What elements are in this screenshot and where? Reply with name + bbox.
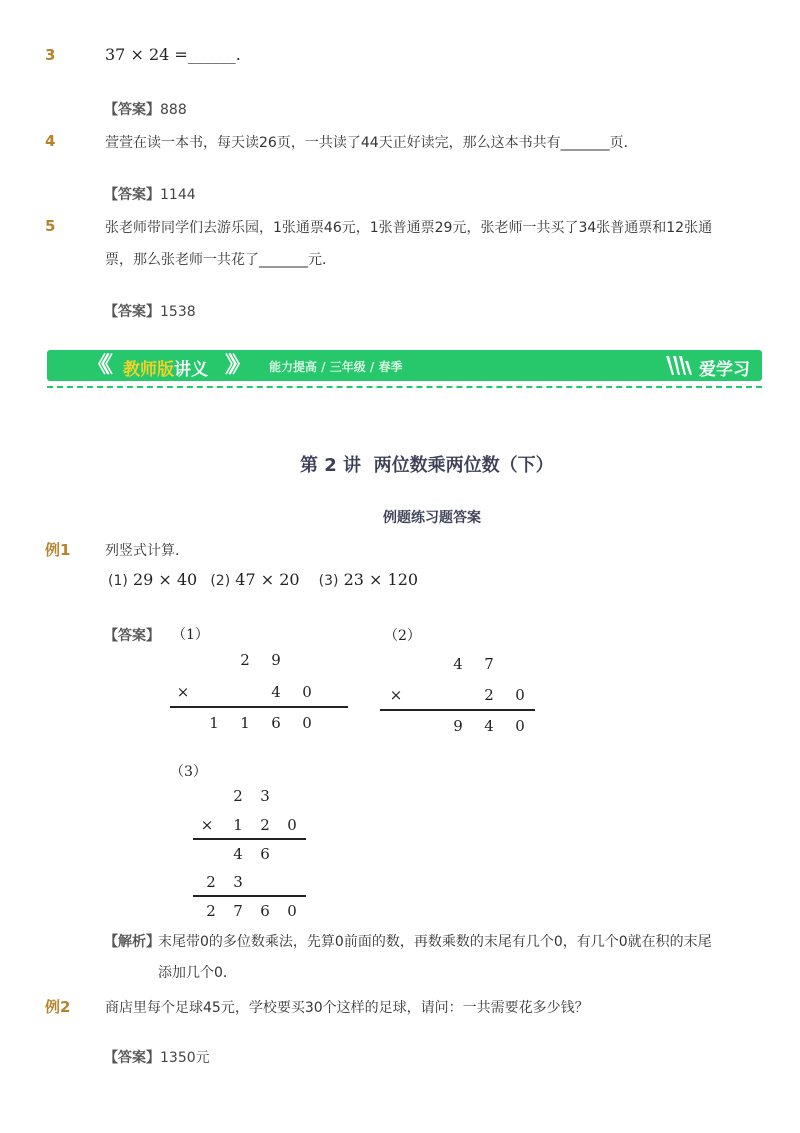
answer-value: 1144 — [160, 187, 196, 203]
calc-tag: （3） — [170, 764, 207, 780]
digit: 3 — [260, 787, 270, 805]
part-tag: (1) — [108, 573, 128, 589]
answer-label: 【答案】 — [104, 102, 160, 118]
digit: 0 — [515, 717, 525, 735]
answer-value: 1538 — [160, 304, 196, 320]
question-text: 萱萱在读一本书，每天读26页，一共读了44天正好读完，那么这本书共有_______页． — [105, 135, 638, 151]
digit: 4 — [453, 655, 463, 673]
times-operator: × — [389, 686, 403, 704]
part-expression: 23 × 120 — [343, 570, 419, 589]
answer-label: 【答案】 — [104, 628, 160, 644]
banner-title — [123, 355, 208, 380]
question-text-line2: 票，那么张老师一共花了_______元． — [105, 252, 336, 268]
digit: 7 — [233, 902, 243, 920]
example-prompt: 商店里每个足球45元，学校要买30个这样的足球，请问：一共需要花多少钱？ — [105, 1000, 589, 1016]
digit: 6 — [260, 845, 270, 863]
digit: 0 — [287, 902, 297, 920]
part-expression: 29 × 40 — [132, 570, 198, 589]
digit: 6 — [271, 714, 281, 732]
times-operator: × — [176, 683, 190, 701]
banner-title-part2: 讲义 — [174, 360, 208, 380]
digit: 0 — [287, 816, 297, 834]
answer-row — [104, 99, 187, 119]
digit: 4 — [233, 845, 243, 863]
digit: 7 — [484, 655, 494, 673]
digit: 0 — [302, 683, 312, 701]
logo-text: 爱学习 — [699, 360, 750, 380]
example-prompt: 列竖式计算. — [105, 543, 180, 559]
right-chevrons-icon: 》》 — [225, 353, 245, 378]
digit: 2 — [260, 816, 270, 834]
example-label: 例1 — [45, 541, 71, 559]
calc-line — [380, 709, 535, 711]
book-logo-icon — [664, 353, 694, 378]
answer-row — [104, 301, 196, 321]
digit: 9 — [271, 651, 281, 669]
digit: 0 — [302, 714, 312, 732]
calc-tag: （1） — [172, 627, 209, 643]
calc-line — [193, 895, 306, 897]
calc-tag: （2） — [384, 628, 421, 644]
digit: 4 — [484, 717, 494, 735]
example-parts — [108, 570, 418, 589]
answer-value: 1350元 — [160, 1050, 210, 1066]
banner-title-part1: 教师版 — [123, 360, 174, 380]
part-tag: (2) — [210, 573, 231, 589]
part-tag: (3) — [318, 573, 339, 589]
answer-row — [104, 1047, 210, 1067]
question-number: 4 — [45, 132, 56, 150]
example-label: 例2 — [45, 998, 71, 1016]
analysis-text-line1: 末尾带0的多位数乘法，先算0前面的数，再数乘数的末尾有几个0，有几个0就在积的末尾 — [158, 934, 712, 950]
digit: 9 — [453, 717, 463, 735]
digit: 3 — [233, 873, 243, 891]
digit: 2 — [206, 873, 216, 891]
digit: 2 — [233, 787, 243, 805]
part-expression: 47 × 20 — [235, 570, 300, 589]
answer-row — [104, 184, 196, 204]
answer-label: 【答案】 — [104, 187, 160, 203]
analysis-text-line2: 添加几个0． — [158, 965, 237, 981]
digit: 6 — [260, 902, 270, 920]
page-subtitle: 例题练习题答案 — [383, 510, 481, 526]
digit: 1 — [240, 714, 250, 732]
analysis-label: 【解析】 — [104, 934, 160, 950]
digit: 1 — [209, 714, 219, 732]
answer-label: 【答案】 — [104, 304, 160, 320]
digit: 2 — [206, 902, 216, 920]
banner-subtitle: 能力提高 / 三年级 / 春季 — [269, 360, 403, 374]
digit: 2 — [484, 686, 494, 704]
calc-line — [193, 838, 306, 840]
banner-divider — [47, 386, 762, 388]
digit: 2 — [240, 651, 250, 669]
calc-line — [170, 706, 348, 708]
question-number: 5 — [45, 217, 56, 235]
question-number: 3 — [45, 46, 56, 64]
digit: 0 — [515, 686, 525, 704]
left-chevrons-icon: 《《 — [87, 353, 107, 378]
page-title: 第 2 讲 两位数乘两位数（下） — [300, 455, 554, 476]
section-banner — [47, 350, 762, 381]
digit: 1 — [233, 816, 243, 834]
answer-label: 【答案】 — [104, 1050, 160, 1066]
question-text-line1: 张老师带同学们去游乐园，1张通票46元，1张普通票29元，张老师一共买了34张普通票和12张通 — [105, 220, 713, 236]
times-operator: × — [200, 816, 214, 834]
digit: 4 — [271, 683, 281, 701]
question-text: 37 × 24 =______. — [105, 45, 241, 64]
answer-value: 888 — [160, 102, 187, 118]
